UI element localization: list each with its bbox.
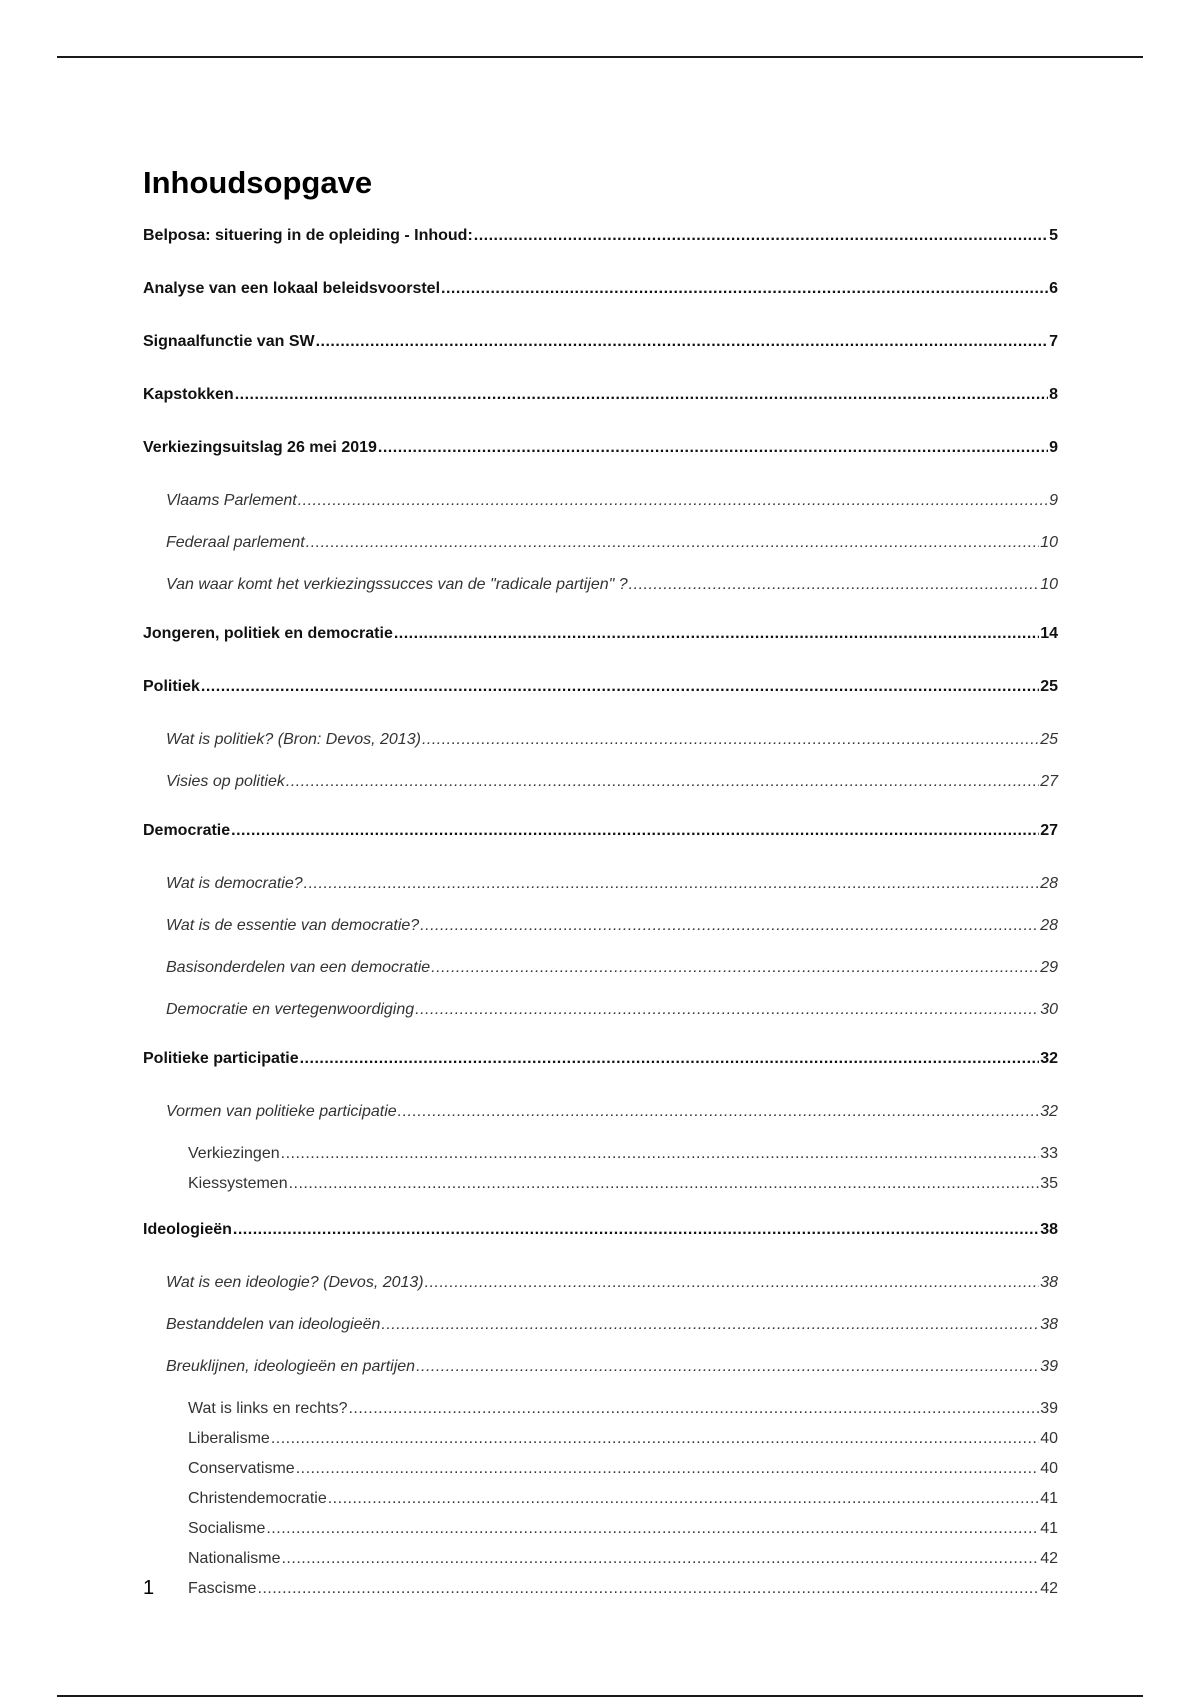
- page-number: 1: [143, 1577, 155, 1599]
- toc-entry-page: 40: [1040, 1460, 1058, 1477]
- toc-entry-title: Federaal parlement: [166, 534, 305, 551]
- toc-entry-page: 25: [1040, 678, 1058, 695]
- toc-entry[interactable]: [143, 1272, 1058, 1314]
- toc-leader-dots: [378, 437, 1048, 459]
- toc-entry-title: Bestanddelen van ideologieën: [166, 1316, 381, 1333]
- toc-leader-dots: [235, 384, 1048, 406]
- toc-entry-title: Vlaams Parlement: [166, 492, 297, 509]
- toc-entry[interactable]: [143, 1578, 1058, 1608]
- toc-entry[interactable]: [143, 1488, 1058, 1518]
- toc-leader-dots: [281, 1143, 1040, 1165]
- toc-entry[interactable]: [143, 1548, 1058, 1578]
- toc-leader-dots: [422, 729, 1039, 751]
- toc-leader-dots: [420, 915, 1039, 937]
- toc-entry-page: 9: [1049, 439, 1058, 456]
- toc-entry-page: 38: [1040, 1316, 1058, 1333]
- toc-entry-title: Christendemocratie: [188, 1490, 327, 1507]
- toc-entry-title: Jongeren, politiek en democratie: [143, 625, 393, 642]
- toc-entry[interactable]: [143, 999, 1058, 1048]
- toc-leader-dots: [328, 1488, 1039, 1510]
- toc-entry[interactable]: [143, 1219, 1058, 1272]
- toc-leader-dots: [266, 1518, 1039, 1540]
- toc-entry-page: 6: [1049, 280, 1058, 297]
- toc-entry[interactable]: [143, 915, 1058, 957]
- toc-entry-title: Breuklijnen, ideologieën en partijen: [166, 1358, 416, 1375]
- toc-entry[interactable]: [143, 1518, 1058, 1548]
- toc-entry[interactable]: [143, 1398, 1058, 1428]
- toc-entry-page: 28: [1040, 875, 1058, 892]
- toc-leader-dots: [257, 1578, 1039, 1600]
- toc-entry[interactable]: [143, 1101, 1058, 1143]
- toc-entry-title: Wat is democratie?: [166, 875, 303, 892]
- toc-entry-title: Van waar komt het verkiezingssucces van de "radicale partijen" ?: [166, 576, 628, 593]
- toc-leader-dots: [231, 820, 1039, 842]
- toc-entry[interactable]: [143, 873, 1058, 915]
- toc-entry[interactable]: [143, 1356, 1058, 1398]
- toc-entry[interactable]: [143, 225, 1058, 278]
- toc-entry-page: 9: [1049, 492, 1058, 509]
- toc-leader-dots: [316, 331, 1049, 353]
- toc-entry-page: 30: [1040, 1001, 1058, 1018]
- toc-entry-title: Politieke participatie: [143, 1050, 299, 1067]
- toc-entry[interactable]: [143, 1173, 1058, 1219]
- toc-leader-dots: [201, 676, 1039, 698]
- toc-entry-page: 27: [1040, 822, 1058, 839]
- toc-entry-page: 25: [1040, 731, 1058, 748]
- toc-leader-dots: [289, 1173, 1040, 1195]
- toc-entry-page: 41: [1040, 1490, 1058, 1507]
- toc-entry[interactable]: [143, 384, 1058, 437]
- toc-entry-title: Liberalisme: [188, 1430, 270, 1447]
- toc-leader-dots: [629, 574, 1040, 596]
- toc-entry-page: 40: [1040, 1430, 1058, 1447]
- table-of-contents: [143, 163, 1058, 1608]
- toc-leader-dots: [398, 1101, 1040, 1123]
- toc-leader-dots: [416, 1356, 1039, 1378]
- toc-list: [143, 225, 1058, 1608]
- toc-entry[interactable]: [143, 1458, 1058, 1488]
- toc-entry-title: Fascisme: [188, 1580, 257, 1597]
- footer-rule: [57, 1695, 1143, 1697]
- toc-entry-title: Socialisme: [188, 1520, 266, 1537]
- toc-leader-dots: [300, 1048, 1040, 1070]
- toc-entry[interactable]: [143, 278, 1058, 331]
- toc-entry-page: 10: [1040, 576, 1058, 593]
- toc-entry[interactable]: [143, 490, 1058, 532]
- toc-entry[interactable]: [143, 676, 1058, 729]
- toc-entry-title: Belposa: situering in de opleiding - Inhoud:: [143, 227, 473, 244]
- toc-entry[interactable]: [143, 331, 1058, 384]
- toc-entry-page: 32: [1040, 1103, 1058, 1120]
- toc-entry-title: Visies op politiek: [166, 773, 285, 790]
- toc-entry-title: Verkiezingsuitslag 26 mei 2019: [143, 439, 377, 456]
- toc-entry-page: 42: [1040, 1580, 1058, 1597]
- toc-entry-page: 33: [1040, 1145, 1058, 1162]
- toc-entry[interactable]: [143, 729, 1058, 771]
- toc-entry-title: Politiek: [143, 678, 200, 695]
- toc-entry-title: Signaalfunctie van SW: [143, 333, 315, 350]
- toc-entry-title: Wat is politiek? (Bron: Devos, 2013): [166, 731, 421, 748]
- toc-entry[interactable]: [143, 623, 1058, 676]
- toc-entry-title: Conservatisme: [188, 1460, 295, 1477]
- toc-leader-dots: [298, 490, 1048, 512]
- toc-entry[interactable]: [143, 1048, 1058, 1101]
- toc-entry-page: 32: [1040, 1050, 1058, 1067]
- header-rule: [57, 56, 1143, 58]
- toc-entry-title: Democratie en vertegenwoordiging: [166, 1001, 415, 1018]
- toc-entry-page: 38: [1040, 1274, 1058, 1291]
- toc-leader-dots: [381, 1314, 1039, 1336]
- toc-entry[interactable]: [143, 532, 1058, 574]
- toc-entry-title: Kapstokken: [143, 386, 234, 403]
- toc-entry[interactable]: [143, 771, 1058, 820]
- toc-leader-dots: [415, 999, 1039, 1021]
- toc-entry-title: Democratie: [143, 822, 231, 839]
- toc-leader-dots: [233, 1219, 1039, 1241]
- toc-leader-dots: [431, 957, 1039, 979]
- toc-leader-dots: [425, 1272, 1040, 1294]
- toc-entry-page: 7: [1049, 333, 1058, 350]
- toc-entry[interactable]: [143, 574, 1058, 623]
- toc-leader-dots: [296, 1458, 1040, 1480]
- toc-leader-dots: [394, 623, 1039, 645]
- toc-entry-page: 8: [1049, 386, 1058, 403]
- toc-title: Inhoudsopgave: [143, 165, 373, 200]
- toc-entry[interactable]: [143, 1314, 1058, 1356]
- toc-leader-dots: [474, 225, 1048, 247]
- toc-leader-dots: [281, 1548, 1039, 1570]
- toc-entry[interactable]: [143, 1143, 1058, 1173]
- toc-entry-title: Wat is een ideologie? (Devos, 2013): [166, 1274, 424, 1291]
- toc-entry-page: 41: [1040, 1520, 1058, 1537]
- toc-entry-page: 14: [1040, 625, 1058, 642]
- toc-leader-dots: [441, 278, 1048, 300]
- toc-entry-page: 38: [1040, 1221, 1058, 1238]
- toc-leader-dots: [304, 873, 1040, 895]
- toc-entry-page: 5: [1049, 227, 1058, 244]
- toc-entry[interactable]: [143, 820, 1058, 873]
- toc-entry-title: Analyse van een lokaal beleidsvoorstel: [143, 280, 441, 297]
- toc-leader-dots: [306, 532, 1039, 554]
- toc-entry-page: 39: [1040, 1358, 1058, 1375]
- toc-entry-page: 28: [1040, 917, 1058, 934]
- toc-leader-dots: [348, 1398, 1039, 1420]
- toc-entry-page: 27: [1040, 773, 1058, 790]
- toc-entry-title: Basisonderdelen van een democratie: [166, 959, 431, 976]
- toc-entry-title: Vormen van politieke participatie: [166, 1103, 397, 1120]
- toc-entry-title: Kiessystemen: [188, 1175, 288, 1192]
- toc-entry[interactable]: [143, 1428, 1058, 1458]
- toc-entry[interactable]: [143, 437, 1058, 490]
- toc-entry-page: 29: [1040, 959, 1058, 976]
- toc-entry-title: Wat is de essentie van democratie?: [166, 917, 420, 934]
- toc-entry-page: 10: [1040, 534, 1058, 551]
- toc-entry[interactable]: [143, 957, 1058, 999]
- toc-entry-title: Nationalisme: [188, 1550, 281, 1567]
- toc-entry-title: Verkiezingen: [188, 1145, 280, 1162]
- toc-entry-page: 39: [1040, 1400, 1058, 1417]
- toc-entry-title: Ideologieën: [143, 1221, 232, 1238]
- toc-entry-title: Wat is links en rechts?: [188, 1400, 348, 1417]
- toc-entry-page: 42: [1040, 1550, 1058, 1567]
- toc-entry-page: 35: [1040, 1175, 1058, 1192]
- toc-leader-dots: [286, 771, 1039, 793]
- toc-leader-dots: [271, 1428, 1039, 1450]
